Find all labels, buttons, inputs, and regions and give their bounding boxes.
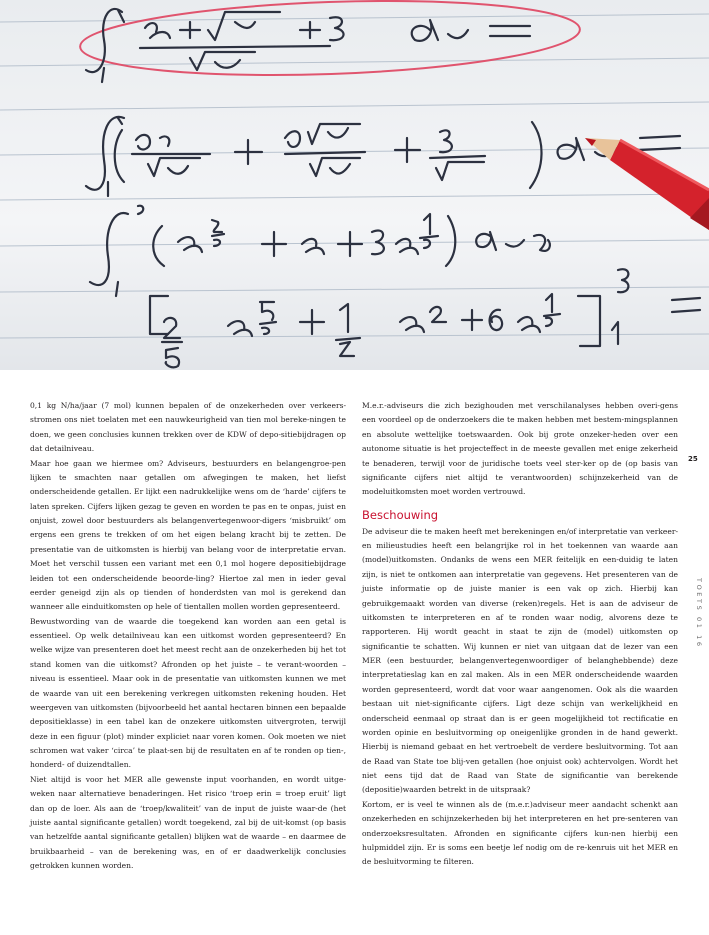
right-intro-paragraph: M.e.r.-adviseurs die zich bezighouden met verschilanalyses hebben overi-gens een voordeel op de onderzoekers die te maken hebben met bestem-mingsplannen en absolute wettelijke toetswaarden. Ook bij grote onzeker-heden over een autonome situatie is het projecteffect in de meeste gevallen met enige zekerheid te benaderen, terwijl voor de juridische toets veel ster-ker op de (op basis van significante cijfers niet altijd te verantwoorden) schijnzekerheid van de modeluitkomsten moet worden vertrouwd. xyxy=(362,401,678,497)
page-number: 25 xyxy=(688,455,698,463)
right-column xyxy=(362,399,678,870)
math-notebook-photo-icon xyxy=(0,0,709,370)
left-paragraph-4: Niet altijd is voor het MER alle gewenste input voorhanden, en wordt uitge-weken naar alternatieve benaderingen. Het risico ‘troep erin = troep eruit’ ligt dan op de loer. Als aan de ‘troep/kwaliteit’ van de input de juiste waar-de (het juiste aantal significante getallen) wordt toegekend, zal bij de uit-komst (op basis van hetzelfde aantal significante getallen) blijken wat de waarde – en daarmee de bruikbaarheid – van de berekening was, en of er daadwerkelijk conclusies getrokken kunnen worden. xyxy=(30,774,346,870)
running-head: TOETS 01 16 xyxy=(695,578,703,649)
left-paragraph-3: Bewustwording van de waarde die toegekend kan worden aan een getal is essentieel. Op welk detailniveau kan een uitkomst worden gepresenteerd? En welke wijze van presenteren doet het meest recht aan de onzekerheden bij het tot stand komen van die uitkomst? Afronden op het juiste – te verant-woorden – niveau is essentieel. Maar ook in de presentatie van uitkomsten kunnen we met de waarde van uit een berekening verkregen uitkomsten rekening houden. Het weergeven van uitkomsten (bijvoorbeeld het aantal hectaren binnen een bepaalde depositieklasse) in een tabel kan de onzekere uitkomsten uitvergroten, terwijl deze in een figuur (plot) minder expliciet naar voren komen. Ook moeten we niet schromen wat vaker ‘circa’ te plaat-sen bij de resultaten en af te ronden op tien-, honderd- of duizendtallen. xyxy=(30,616,346,770)
left-paragraph-2: Maar hoe gaan we hiermee om? Adviseurs, bestuurders en belangengroe-pen lijken te smachten naar getallen om afwegingen te maken, het liefst onderscheidende getallen. Er lijkt een nadrukkelijke wens om de ‘harde’ cijfers te laten spreken. Cijfers lijken gezag te geven en worden te pas en te onpas, juist en onjuist, zowel door bestuurders als belangenvertegenwoor-digers ‘misbruikt’ om ergens een grens te trekken of om het eigen belang kracht bij te zetten. De presentatie van de uitkomsten is hierbij van belang voor de interpretatie ervan. Moet het verschil tussen een variant met een 0,1 mol hogere depositiebijdrage leiden tot een onderscheidende beoorde-ling? Hiertoe zal men in ieder geval eerder geneigd zijn als op tienden of honderdsten van mol is gerekend dan wanneer alle einduitkomsten op hele of tientallen mollen worden gepresenteerd. xyxy=(30,458,346,612)
right-paragraph-1: De adviseur die te maken heeft met berekeningen en/of interpretatie van verkeer- en milieustudies heeft een belangrijke rol in het toekennen van waarde aan (model)uitkomsten. Ondanks de wens een MER feitelijk en een-duidig te laten zijn, is niet te ontkomen aan interpretatie van gegevens. Het presenteren van de juiste informatie op de juiste manier is een vak op zich. Hierbij kan gebruikgemaakt worden van diverse (reken)regels. Het is aan de adviseur de uitkomsten te interpreteren en af te ronden waar nodig, alvorens deze te rapporteren. Hij wordt geacht in staat te zijn de (model) uitkomsten op significantie te schatten. Wij kunnen er niet van uitgaan dat de lezer van een MER (een bestuurder, belangenvertegenwoordiger of belanghebbende) deze interpretatieslag kan en zal maken. Als in een MER onderscheidende waarden worden gepresenteerd, wordt dat voor waar aangenomen. Ook als die waarden bestaan uit niet-significante cijfers. Ligt deze schijn van werkelijkheid en onderscheid eenmaal op straat dan is er geen mogelijkheid tot rectificatie en worden opinie en besluitvorming op oneigenlijke gronden in de hand gewerkt. Hierbij is niemand gebaat en het vertroebelt de verdere besluitvorming. Tot aan de Raad van State toe blij-ven getallen (hoe onjuist ook) achtervolgen. Wordt het niet eens tijd dat de Raad van State de significantie van berekende (depositie)waarden betrekt in de uitspraak? xyxy=(362,526,678,795)
left-paragraph-1: 0,1 kg N/ha/jaar (7 mol) kunnen bepalen of de onzekerheden over verkeers-stromen ons niet toelaten met een nauwkeurigheid van tien mol bereke-ningen te doen, we geen conclusies kunnen trekken over de KDW of depo-sitiebijdragen op dat detailniveau. xyxy=(30,401,346,454)
left-column xyxy=(30,399,346,873)
math-notebook-photo xyxy=(0,0,709,370)
section-heading: Beschouwing xyxy=(362,507,439,522)
right-paragraph-2: Kortom, er is veel te winnen als de (m.e.r.)adviseur meer aandacht schenkt aan onzekerheden en schijnzekerheden bij het interpreteren en het pre-senteren van onderzoeksresultaten. Afronden en significante cijfers kun-nen hierbij een hulpmiddel zijn. Er is soms een beetje lef nodig om de re-kenruis uit het MER en de besluitvorming te filteren. xyxy=(362,799,678,867)
